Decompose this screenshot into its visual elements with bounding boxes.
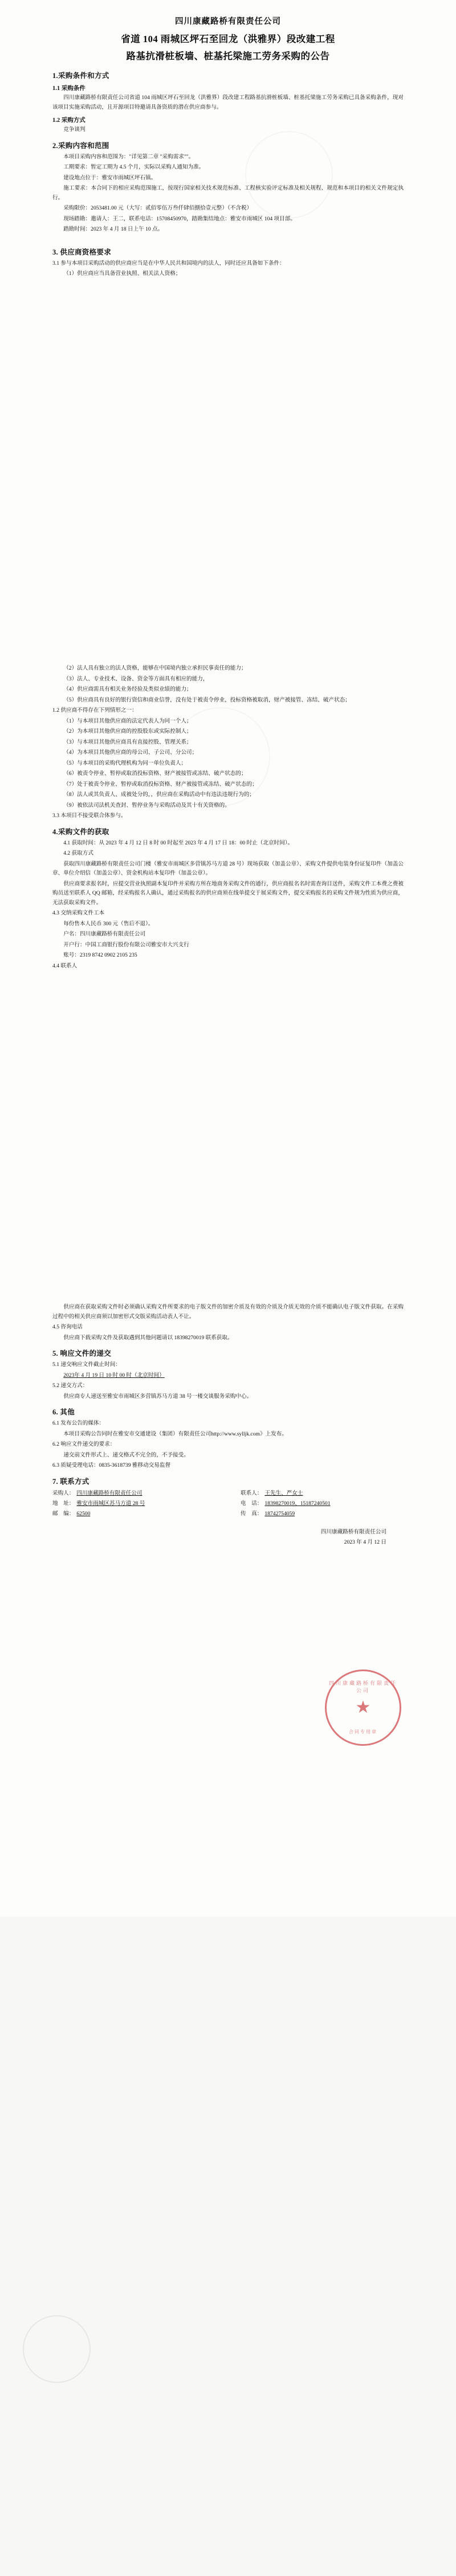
section-4-3-heading: 4.3 交纳采购文件工本 [52,910,105,916]
signature-date: 2023 年 4 月 12 日 [344,1539,386,1546]
sheet-3 [0,1278,456,1917]
section-3-item-2: （2）法人具有独立的法人资格，能够在中国境内独立承担民事责任的能力； [63,665,247,671]
section-3-heading: 3. 供应商资格要求 [52,248,112,256]
section-2-paragraph-2: 工期要求：暂定工期为 4.5 个月，实际以采购人通知为准。 [63,164,205,171]
seal-bottom-text: 合同专用章 [349,1729,377,1734]
section-1-1-heading: 1.1 采购条件 [52,85,85,92]
section-3-2-item-6: （6）被责令停业、暂停或取消投标资格、财产被接管或冻结、破产状态的； [63,770,247,777]
section-3-2-item-4: （4）为本项目其他供应商的母公司、子公司、分公司； [63,749,198,756]
section-3-paragraph-1: 3.1 参与本项目采购活动的供应商应当是在中华人民共和国境内的法人，同时还应具备如下条件： [52,260,285,266]
section-6-1-heading: 6.1 发布公告的媒体： [52,1420,105,1426]
section-1-2-heading: 1.2 采购方式 [52,117,85,124]
section-4-2-heading: 4.2 获取方式 [63,850,93,856]
section-6-2-heading: 6.2 响应文件递交的要求： [52,1441,116,1447]
section-6-heading: 6. 其他 [52,1408,75,1416]
contact-table [52,1488,404,1520]
document-title-line-1: 省道 104 雨城区坪石至回龙（洪雅界）段改建工程 [121,34,335,44]
contact-row-3-label-left: 邮 编： [52,1510,75,1517]
seal-star-icon: ★ [355,1698,371,1717]
contact-row-1 [52,1488,404,1499]
section-3-2-item-2: （2）为本项目其他供应商的控股股东或实际控制人； [63,728,192,735]
section-5-2-paragraph: 供应商专人递送至雅安市雨城区多营镇苏马方道 38 号一楼交谈服务采购中心。 [63,1393,253,1400]
section-4-1-paragraph: 4.1 获取时间：从 2023 年 4 月 12 日 8 时 00 时起至 2023 年 4 月 17 日 18：00 时止（北京时间）。 [63,839,294,846]
contact-row-2-label-right: 电 话： [241,1500,263,1507]
section-6-1-paragraph: 本项目采购公告同时在雅安市交通建设（集团）有限责任公司http://www.sylljk.com》上发布。 [63,1430,287,1437]
section-6-3-paragraph: 6.3 质疑受理电话：0835-3618739 雅移动交易监督 [52,1462,171,1469]
company-seal-stamp [325,1670,401,1746]
section-4-4-heading: 4.4 联系人 [52,962,78,969]
section-4-5-paragraph: 供应商下载采购文件及获取遇到其他问题请以 18398270019 联系获取。 [63,1334,233,1341]
section-3-3-paragraph: 3.3 本项目不接受联合体参与。 [52,813,127,819]
section-4-5-heading: 4.5 咨询电话 [52,1324,83,1330]
section-2-paragraph-3: 建设地点位于：雅安市雨城区坪石镇。 [63,174,157,181]
section-3-item-4: （4）供应商需具有相关业务经验及类似业绩的能力； [63,686,192,692]
contact-row-3 [52,1509,404,1519]
section-2-paragraph-6: 现场踏勘：邀请人：王二，联系电话：15708450970，踏勘集结地点：雅安市雨城区 104 项目部。 [63,215,296,222]
section-2-paragraph-4: 施工要求：本合同下的相应采购范围施工，按现行国家相关技术规范标准、工程核实验评定标准及相关规程、规范和本项目的相关文件规定执行。 [52,185,404,201]
section-5-1-heading: 5.1 递交响应文件截止时间： [52,1361,121,1368]
note-paragraph-1: 供应商在获取采购文件时必须确认采购文件所要求的电子版文件的加密介质及有效的介质及介质无效的介质不能确认电子版文件获取。在采购过程中的相关供应商须以加密形式交版采购活动表人不让。 [52,1304,404,1320]
company-name: 四川康藏路桥有限责任公司 [175,17,281,26]
section-3-2-item-7: （7）处于被责令停业、暂停或取消投标资格、财产被接管或冻结、破产状态的； [63,781,258,787]
submission-deadline: 2023年 4 月 19 日 10 时 00 时（北京时间） [63,1372,165,1379]
section-3-item-3: （3）法人、专业技术、设备、资金等方面具有相应的能力， [63,675,209,682]
section-3-2-item-1: （1）与本项目其他供应商的法定代表人为同一个人； [63,717,192,724]
section-2-paragraph-1: 本项目采购内容和范围为："详见第二章 "采购需求""。 [63,153,194,160]
section-3-2-item-8: （8）法人或其负责人、成被处分的，，供应商在采购活动中有违法违规行为的； [63,791,255,798]
section-2-paragraph-5: 采购限价：2053481.00 元（大写：贰佰零伍万叁仟肆佰捌拾壹元整）（不含税） [63,205,253,212]
contact-row-2-label-left: 地 址： [52,1500,75,1507]
contact-row-2-value-right: 18398270019、15187240501 [264,1500,331,1507]
section-1-2-paragraph: 竞争谈判 [63,126,85,133]
section-1-heading: 1.采购条件和方式 [52,72,109,80]
document-title-line-2: 路基抗滑桩板墙、桩基托梁施工劳务采购的公告 [126,51,330,62]
section-2-paragraph-7: 踏勘时间：2023 年 4 月 18 日上午 10 点。 [63,226,164,233]
section-2-heading: 2.采购内容和范围 [52,141,109,150]
section-7-heading: 7. 联系方式 [52,1477,89,1486]
section-3-2-item-3: （3）与本项目其他供应商具有直接控股、管理关系； [63,739,192,745]
sheet-4-blank [0,1917,456,2576]
section-1-1-paragraph: 四川康藏路桥有限责任公司省道 104 雨城区坪石至回龙（洪雅界）段改建工程路基抗滑桩板墙、桩基托梁施工劳务采购已具备采购条件，现对该项目实施采购活动，且开源项目特邀请具备资质的潜在供应商参与。 [52,95,404,110]
contact-row-1-value-right: 王先生、严女士 [264,1490,303,1496]
section-3-2-item-9: （9）被依法司法机关查封、暂停业务与采购活动及其十有关资格的。 [63,802,230,809]
section-6-2-paragraph: 递交前文件形式上、递交格式不完全的，不予接受。 [63,1451,189,1458]
bank-account-name: 户名：四川康藏路桥有限责任公司 [63,931,146,937]
bank-account-number: 账号：2319 8742 0902 2105 235 [63,952,137,958]
contact-row-3-value-left: 62500 [76,1510,91,1517]
seal-top-text: 四川康藏路桥有限责任公司 [328,1680,397,1693]
section-3-item-5: （5）供应商具有良好的银行资信和商业信誉，没有处于被责令停业，投标资格被取消，财产被接管、冻结、破产状态； [63,696,351,703]
signature-company: 四川康藏路桥有限责任公司 [320,1529,386,1536]
section-3-2-heading: 1.2 供应商不得存在下列情形之一： [52,707,137,713]
contact-row-1-label-left: 采购人： [52,1490,75,1496]
contact-row-3-label-right: 传 真： [241,1510,263,1517]
section-3-2-item-5: （5）与本项目的采购代理机构为同一单位负责人； [63,760,187,766]
section-4-3-paragraph: 每份售本人民币 300 元（售后不退）。 [63,920,154,927]
contact-row-1-value-left: 四川康藏路桥有限责任公司 [76,1490,142,1496]
section-4-heading: 4.采购文件的获取 [52,827,109,836]
bank-branch: 开户行：中国工商银行股份有限公司雅安市大兴支行 [63,941,189,948]
contact-row-2 [52,1499,404,1509]
section-3-item-1: （1）供应商应当具备营业执照、相关法人资格； [63,270,181,277]
section-5-2-heading: 5.2 递交方式： [52,1383,88,1389]
sheet-1 [0,0,456,639]
section-4-2-paragraph-1: 获取四川康藏路桥有限责任公司门楼（雅安市雨城区多营镇苏马方道 28 号）现场获取（加盖公章）、采购文件提供电装身份证复印件（加盖公章、单位介绍信（加盖公章）、资金机构站本复印件（加盖公章）。 [52,860,404,876]
contact-row-1-label-right: 联系人： [241,1490,263,1496]
contact-row-2-value-left: 雅安市雨城区苏马方道 28 号 [76,1500,145,1507]
sheet-2 [0,639,456,1278]
section-4-2-paragraph-2: 供应商要求报名时，应提交营业执照副本复印件并采购方所在地商务采购文件的通行，供应商报名名时需查询目送件，采购文件工本费之费被购员送至联系人 QQ 邮箱，经采购报名人确认，通过采购报名的供应商须在线单提交于展采购文件，提交采购报名的采购文件规为性质为供应商，无法获取采购文件。 [52,880,404,906]
section-5-heading: 5. 响应文件的递交 [52,1349,112,1357]
signature-block [52,1527,404,1548]
contact-row-3-value-right: 18742754059 [264,1510,295,1517]
